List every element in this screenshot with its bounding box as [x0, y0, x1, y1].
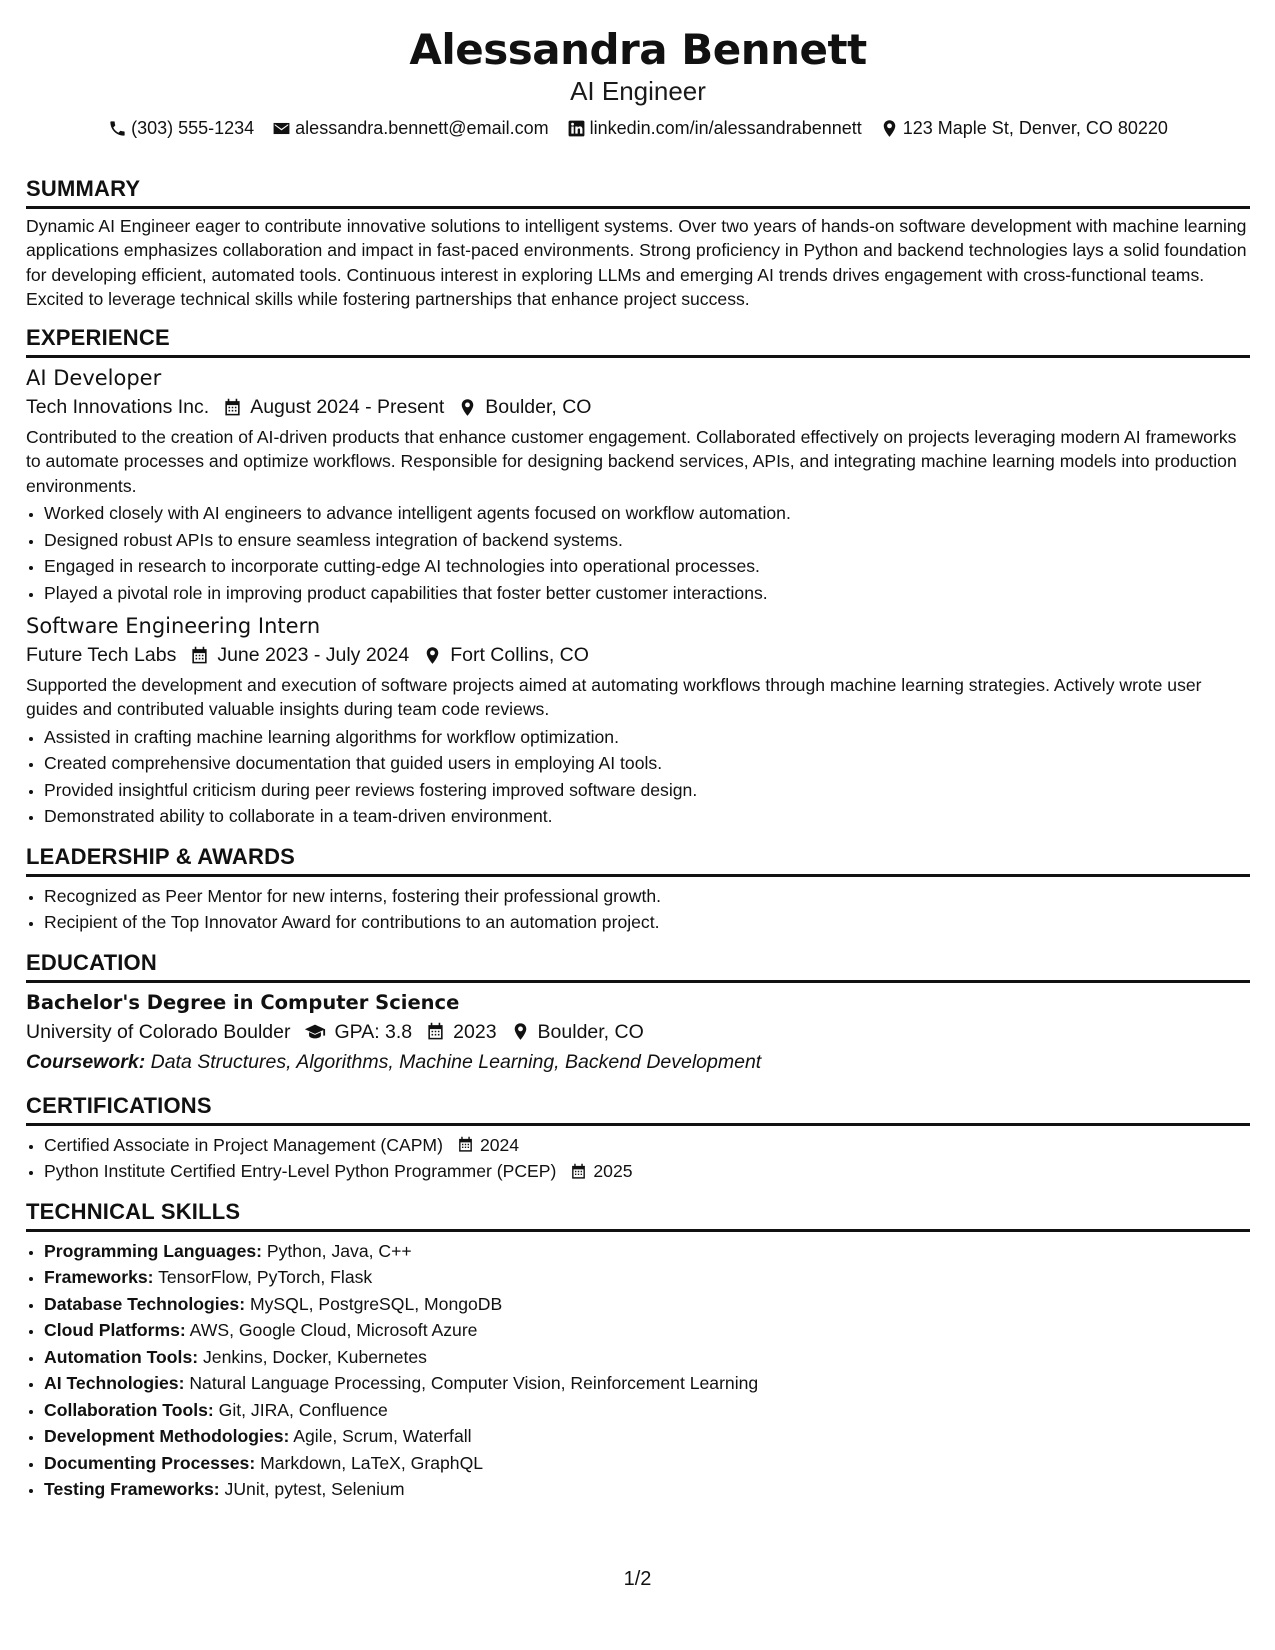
job-entry	[26, 364, 1250, 606]
skill-label: Documenting Processes:	[44, 1452, 256, 1473]
linkedin-icon	[567, 119, 586, 138]
list-item	[44, 1158, 1250, 1185]
cert-row	[44, 1158, 1250, 1185]
map-pin-icon	[880, 119, 899, 138]
job-entry	[26, 612, 1250, 830]
job-meta	[26, 640, 1250, 670]
skill-value: JUnit, pytest, Selenium	[224, 1479, 405, 1500]
degree-title: Bachelor's Degree in Computer Science	[26, 990, 460, 1014]
cert-name: • Python Institute Certified Entry-Level Python Programmer (PCEP)	[44, 1161, 557, 1182]
skill-value: MySQL, PostgreSQL, MongoDB	[249, 1293, 503, 1314]
section-title-experience: EXPERIENCE	[26, 325, 1250, 358]
coursework-text: Data Structures, Algorithms, Machine Learning, Backend Development	[150, 1050, 762, 1073]
skill-label: Database Technologies:	[44, 1293, 246, 1314]
list-item: • Designed robust APIs to ensure seamless integration of backend systems.	[44, 527, 1250, 554]
job-description: Contributed to the creation of AI-driven products that enhance customer engagement. Collaborated effectively on projects leveraging modern AI frameworks to automate processes and optimize workflows. Responsible for designing backend services, APIs, and integrating machine learning models into production environments.	[26, 427, 1237, 496]
address-text: 123 Maple St, Denver, CO 80220	[902, 118, 1168, 138]
skill-value: TensorFlow, PyTorch, Flask	[158, 1267, 373, 1288]
coursework-label: Coursework:	[26, 1050, 146, 1073]
leadership-list	[26, 883, 1250, 936]
list-item: • Assisted in crafting machine learning algorithms for workflow optimization.	[44, 724, 1250, 751]
list-item	[44, 1132, 1250, 1159]
list-item: • Recipient of the Top Innovator Award for contributions to an automation project.	[44, 909, 1250, 936]
calendar-icon	[570, 1163, 587, 1180]
map-pin-icon	[423, 646, 442, 665]
skill-label: AI Technologies:	[44, 1373, 185, 1394]
summary-section	[26, 176, 1250, 311]
list-item	[44, 1291, 1250, 1318]
calendar-icon	[190, 646, 209, 665]
list-item: • Demonstrated ability to collaborate in a team-driven environment.	[44, 803, 1250, 830]
map-pin-icon	[458, 398, 477, 417]
skill-label: Development Methodologies:	[44, 1426, 290, 1447]
cert-row	[44, 1132, 1250, 1159]
list-item: • Worked closely with AI engineers to advance intelligent agents focused on workflow automation.	[44, 500, 1250, 527]
calendar-icon	[223, 398, 242, 417]
section-title-certifications: CERTIFICATIONS	[26, 1093, 1250, 1126]
contact-phone	[108, 116, 254, 140]
contact-email[interactable]	[272, 116, 548, 140]
list-item: • Created comprehensive documentation that guided users in employing AI tools.	[44, 750, 1250, 777]
skill-label: Frameworks:	[44, 1267, 154, 1288]
skill-value: Jenkins, Docker, Kubernetes	[202, 1346, 427, 1367]
job-description: Supported the development and execution of software projects aimed at automating workflows through machine learning strategies. Actively wrote user guides and contributed valuable insights during team code reviews.	[26, 675, 1202, 720]
job-bullets	[26, 500, 1250, 606]
job-meta	[26, 392, 1250, 422]
skill-value: Git, JIRA, Confluence	[218, 1399, 388, 1420]
skills-section	[26, 1199, 1250, 1503]
job-title: Software Engineering Intern	[26, 614, 321, 639]
cert-year: 2024	[479, 1134, 520, 1155]
certifications-list	[26, 1132, 1250, 1185]
skill-value: Python, Java, C++	[266, 1240, 412, 1261]
cert-name: • Certified Associate in Project Management (CAPM)	[44, 1134, 443, 1155]
email-text[interactable]: alessandra.bennett@email.com	[295, 118, 549, 138]
list-item	[44, 1397, 1250, 1424]
calendar-icon	[426, 1022, 445, 1041]
list-item: • Engaged in research to incorporate cutting-edge AI technologies into operational processes.	[44, 553, 1250, 580]
list-item	[44, 1344, 1250, 1371]
school-name: University of Colorado Boulder	[26, 1020, 291, 1043]
candidate-name: Alessandra Bennett	[409, 25, 867, 74]
contact-address	[880, 116, 1168, 140]
skill-value: AWS, Google Cloud, Microsoft Azure	[189, 1320, 478, 1341]
map-pin-icon	[511, 1022, 530, 1041]
list-item	[44, 1450, 1250, 1477]
calendar-icon	[457, 1136, 474, 1153]
skill-label: Cloud Platforms:	[44, 1320, 186, 1341]
job-location: Fort Collins, CO	[450, 644, 589, 667]
certifications-section	[26, 1093, 1250, 1185]
graduation-cap-icon	[304, 1021, 326, 1043]
education-section	[26, 950, 1250, 1077]
job-title: AI Developer	[26, 366, 162, 391]
skill-value: Agile, Scrum, Waterfall	[293, 1426, 472, 1447]
phone-icon	[108, 119, 127, 138]
skill-label: Collaboration Tools:	[44, 1399, 214, 1420]
school-location: Boulder, CO	[537, 1020, 644, 1043]
job-company: Tech Innovations Inc.	[26, 396, 210, 419]
job-dates: June 2023 - July 2024	[217, 644, 410, 667]
coursework	[26, 1047, 1250, 1077]
envelope-icon	[272, 119, 291, 138]
summary-text: Dynamic AI Engineer eager to contribute innovative solutions to intelligent systems. Over two years of hands-on software development with machine learning applications emphasizes collaboration and impact in fast-paced environments. Strong proficiency in Python and backend technologies lays a solid foundation for developing efficient, automated tools. Continuous interest in exploring LLMs and emerging AI trends drives engagement with cross-functional teams. Excited to leverage technical skills while fostering partnerships that enhance project success.	[26, 216, 1247, 309]
skill-label: Programming Languages:	[44, 1240, 262, 1261]
skill-label: Automation Tools:	[44, 1346, 199, 1367]
resume-page	[26, 0, 1250, 1503]
list-item	[44, 1476, 1250, 1503]
candidate-role: AI Engineer	[570, 76, 706, 106]
job-location: Boulder, CO	[485, 396, 592, 419]
leadership-section	[26, 844, 1250, 936]
section-title-skills: TECHNICAL SKILLS	[26, 1199, 1250, 1232]
list-item: • Recognized as Peer Mentor for new interns, fostering their professional growth.	[44, 883, 1250, 910]
job-company: Future Tech Labs	[26, 644, 177, 667]
resume-header	[26, 24, 1250, 140]
list-item	[44, 1317, 1250, 1344]
skills-list	[26, 1238, 1250, 1503]
list-item	[44, 1423, 1250, 1450]
section-title-summary: SUMMARY	[26, 176, 1250, 209]
contact-bar	[26, 116, 1250, 140]
page-number: 1/2	[623, 1568, 652, 1590]
job-bullets	[26, 724, 1250, 830]
list-item: • Played a pivotal role in improving product capabilities that foster better customer interactions.	[44, 580, 1250, 607]
list-item	[44, 1370, 1250, 1397]
linkedin-text[interactable]: linkedin.com/in/alessandrabennett	[589, 118, 862, 138]
phone-text: (303) 555-1234	[131, 118, 255, 138]
contact-linkedin[interactable]	[567, 116, 862, 140]
section-title-education: EDUCATION	[26, 950, 1250, 983]
skill-label: Testing Frameworks:	[44, 1479, 220, 1500]
experience-section	[26, 325, 1250, 829]
list-item	[44, 1238, 1250, 1265]
cert-year: 2025	[593, 1161, 633, 1182]
graduation-year: 2023	[453, 1020, 497, 1043]
education-meta	[26, 1017, 1250, 1047]
job-dates: August 2024 - Present	[250, 396, 445, 419]
gpa-text: GPA: 3.8	[334, 1020, 413, 1043]
section-title-leadership: LEADERSHIP & AWARDS	[26, 844, 1250, 877]
skill-value: Markdown, LaTeX, GraphQL	[260, 1452, 484, 1473]
skill-value: Natural Language Processing, Computer Vision, Reinforcement Learning	[189, 1373, 759, 1394]
list-item	[44, 1264, 1250, 1291]
list-item: • Provided insightful criticism during peer reviews fostering improved software design.	[44, 777, 1250, 804]
